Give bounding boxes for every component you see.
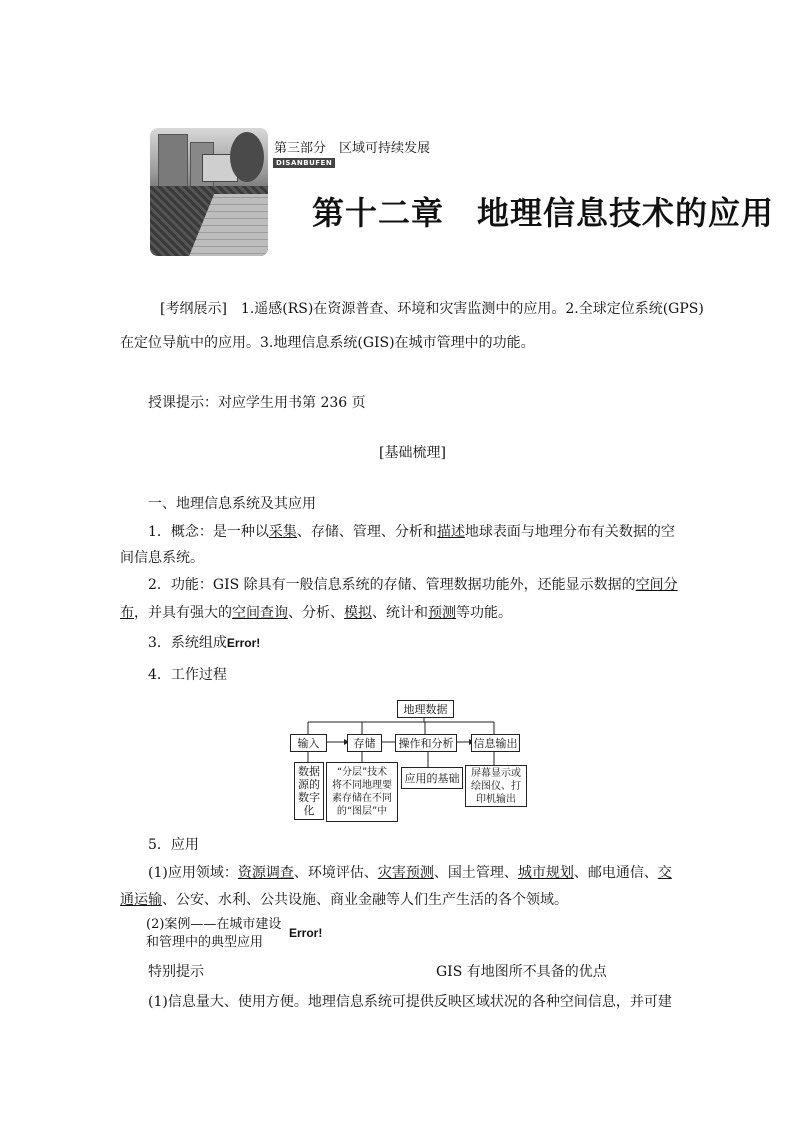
section-heading: 一、地理信息系统及其应用	[148, 496, 316, 512]
section-title: [基础梳理]	[379, 445, 446, 461]
box-input: 输入	[290, 734, 327, 752]
outline-label: [考纲展示]	[160, 301, 227, 317]
outline-line-2: 在定位导航中的应用。3.地理信息系统(GIS)在城市管理中的功能。	[120, 335, 535, 351]
box-output: 信息输出	[471, 734, 520, 752]
term-collect: 采集	[268, 524, 297, 540]
term-describe: 描述	[436, 524, 465, 540]
application-line-2: 通运输、公安、水利、公共设施、商业金融等人们生产生活的各个领域。	[120, 892, 568, 908]
note-storage: “分层”技术 将不同地理要 素存储在不同 的“图层”中	[326, 762, 398, 822]
term-predict: 预测	[428, 605, 456, 621]
note-analysis: 应用的基础	[401, 767, 463, 789]
box-analysis: 操作和分析	[395, 734, 457, 752]
concept-line-2: 间信息系统。	[120, 550, 204, 566]
part-label: 第三部分 区域可持续发展	[274, 141, 431, 156]
tip-title: GIS 有地图所不具备的优点	[436, 964, 607, 980]
case-line-2: 和管理中的典型应用	[146, 935, 264, 950]
application-line-1: (1)应用领域：资源调查、环境评估、灾害预测、国土管理、城市规划、邮电通信、交	[148, 865, 672, 881]
teaching-hint: 授课提示：对应学生用书第 236 页	[148, 395, 366, 411]
outline-text-1: 1.遥感(RS)在资源普查、环境和灾害监测中的应用。2.全球定位系统(GPS)	[226, 301, 704, 317]
chapter-title: 第十二章 地理信息技术的应用	[312, 194, 775, 232]
box-geodata: 地理数据	[397, 700, 454, 718]
note-input: 数据 源的 数字 化	[294, 762, 324, 820]
application-heading: 5．应用	[148, 837, 199, 853]
tip-text: (1)信息量大、使用方便。地理信息系统可提供反映区域状况的各种空间信息，并可建	[148, 994, 672, 1010]
composition-line: 3．系统组成Error!	[148, 635, 261, 651]
term-simulate: 模拟	[344, 605, 372, 621]
process-heading: 4．工作过程	[148, 667, 227, 683]
function-line-2: 布，并具有强大的空间查询、分析、模拟、统计和预测等功能。	[120, 605, 512, 621]
case-error: Error!	[289, 926, 323, 940]
concept-line-1: 1．概念：是一种以采集、存储、管理、分析和描述地球表面与地理分布有关数据的空	[148, 524, 675, 540]
term-spatial-distribution: 空间分	[635, 577, 678, 593]
case-line-1: (2)案例——在城市建设	[146, 917, 282, 932]
note-output: 屏幕显示或 绘图仪、打 印机输出	[465, 765, 527, 807]
part-tag: DISANBUFEN	[273, 158, 335, 168]
composition-error: Error!	[226, 636, 261, 650]
function-line-1: 2．功能：GIS 除具有一般信息系统的存储、管理数据功能外，还能显示数据的空间分	[148, 577, 678, 593]
tip-label: 特别提示	[148, 964, 204, 980]
term-spatial-query: 空间查询	[232, 605, 288, 621]
box-storage: 存储	[347, 734, 382, 752]
